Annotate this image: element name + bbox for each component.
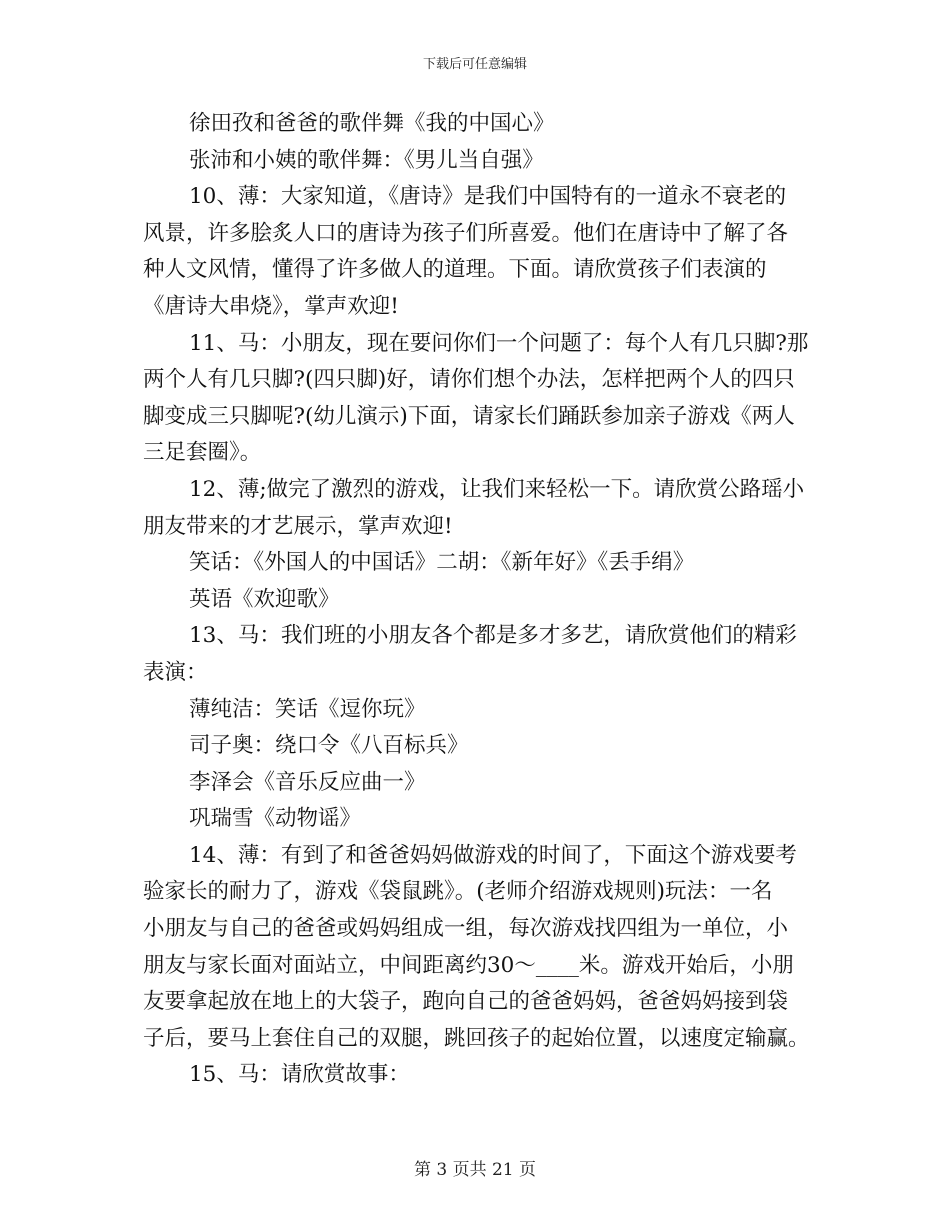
text-line: 友要拿起放在地上的大袋子，跑向自己的爸爸妈妈，爸爸妈妈接到袋: [143, 989, 789, 1015]
text-line: 三足套圈》。: [143, 440, 262, 466]
text-line: 《唐诗大串烧》，掌声欢迎!: [143, 293, 399, 319]
text-line: 表演：: [143, 659, 208, 685]
text-line: 13、马：我们班的小朋友各个都是多才多艺，请欣赏他们的精彩: [189, 623, 797, 649]
text-line: 小朋友与自己的爸爸或妈妈组成一组，每次游戏找四组为一单位，小: [143, 916, 789, 942]
text-line: 两个人有几只脚?(四只脚)好，请你们想个办法，怎样把两个人的四只: [143, 367, 795, 393]
text-line: 种人文风情，懂得了许多做人的道理。下面。请欣赏孩子们表演的: [143, 257, 767, 283]
text-line: 司子奥：绕口令《八百标兵》: [189, 733, 469, 759]
text-line: 脚变成三只脚呢?(幼儿演示)下面，请家长们踊跃参加亲子游戏《两人: [143, 403, 795, 429]
text-line: 巩瑞雪《动物谣》: [189, 806, 362, 832]
page-footer: 第 3 页共 21 页: [413, 1160, 537, 1180]
text-line: 徐田孜和爸爸的歌伴舞《我的中国心》: [189, 111, 555, 136]
text-line: 薄纯洁：笑话《逗你玩》: [189, 696, 426, 722]
document-body: [143, 106, 810, 1094]
text-line: 张沛和小姨的歌伴舞：《男儿当自强》: [189, 147, 544, 173]
text-line: 笑话：《外国人的中国话》二胡：《新年好》《丢手绢》: [189, 550, 695, 576]
text-line: 验家长的耐力了，游戏《袋鼠跳》。(老师介绍游戏规则)玩法：一名: [143, 879, 773, 905]
text-line: 14、薄：有到了和爸爸妈妈做游戏的时间了，下面这个游戏要考: [189, 842, 797, 868]
text-line: 子后，要马上套住自己的双腿，跳回孩子的起始位置，以速度定输赢。: [143, 1025, 810, 1051]
text-line: 李泽会《音乐反应曲一》: [189, 769, 426, 795]
text-line: 11、马：小朋友，现在要问你们一个问题了：每个人有几只脚?那: [189, 330, 809, 356]
text-line: 12、薄;做完了激烈的游戏，让我们来轻松一下。请欣赏公路瑶小: [189, 476, 805, 502]
page-header: 下载后可任意编辑: [422, 57, 527, 72]
text-line: 朋友带来的才艺展示，掌声欢迎!: [143, 513, 453, 539]
text-line: 15、马：请欣赏故事：: [189, 1062, 410, 1088]
text-line: 英语《欢迎歌》: [189, 586, 340, 612]
text-line: 朋友与家长面对面站立，中间距离约30～____米。游戏开始后，小朋: [143, 952, 794, 978]
text-line: 风景，许多脍炙人口的唐诗为孩子们所喜爱。他们在唐诗中了解了各: [143, 220, 789, 246]
text-line: 10、薄：大家知道，《唐诗》是我们中国特有的一道永不衰老的: [189, 184, 787, 210]
